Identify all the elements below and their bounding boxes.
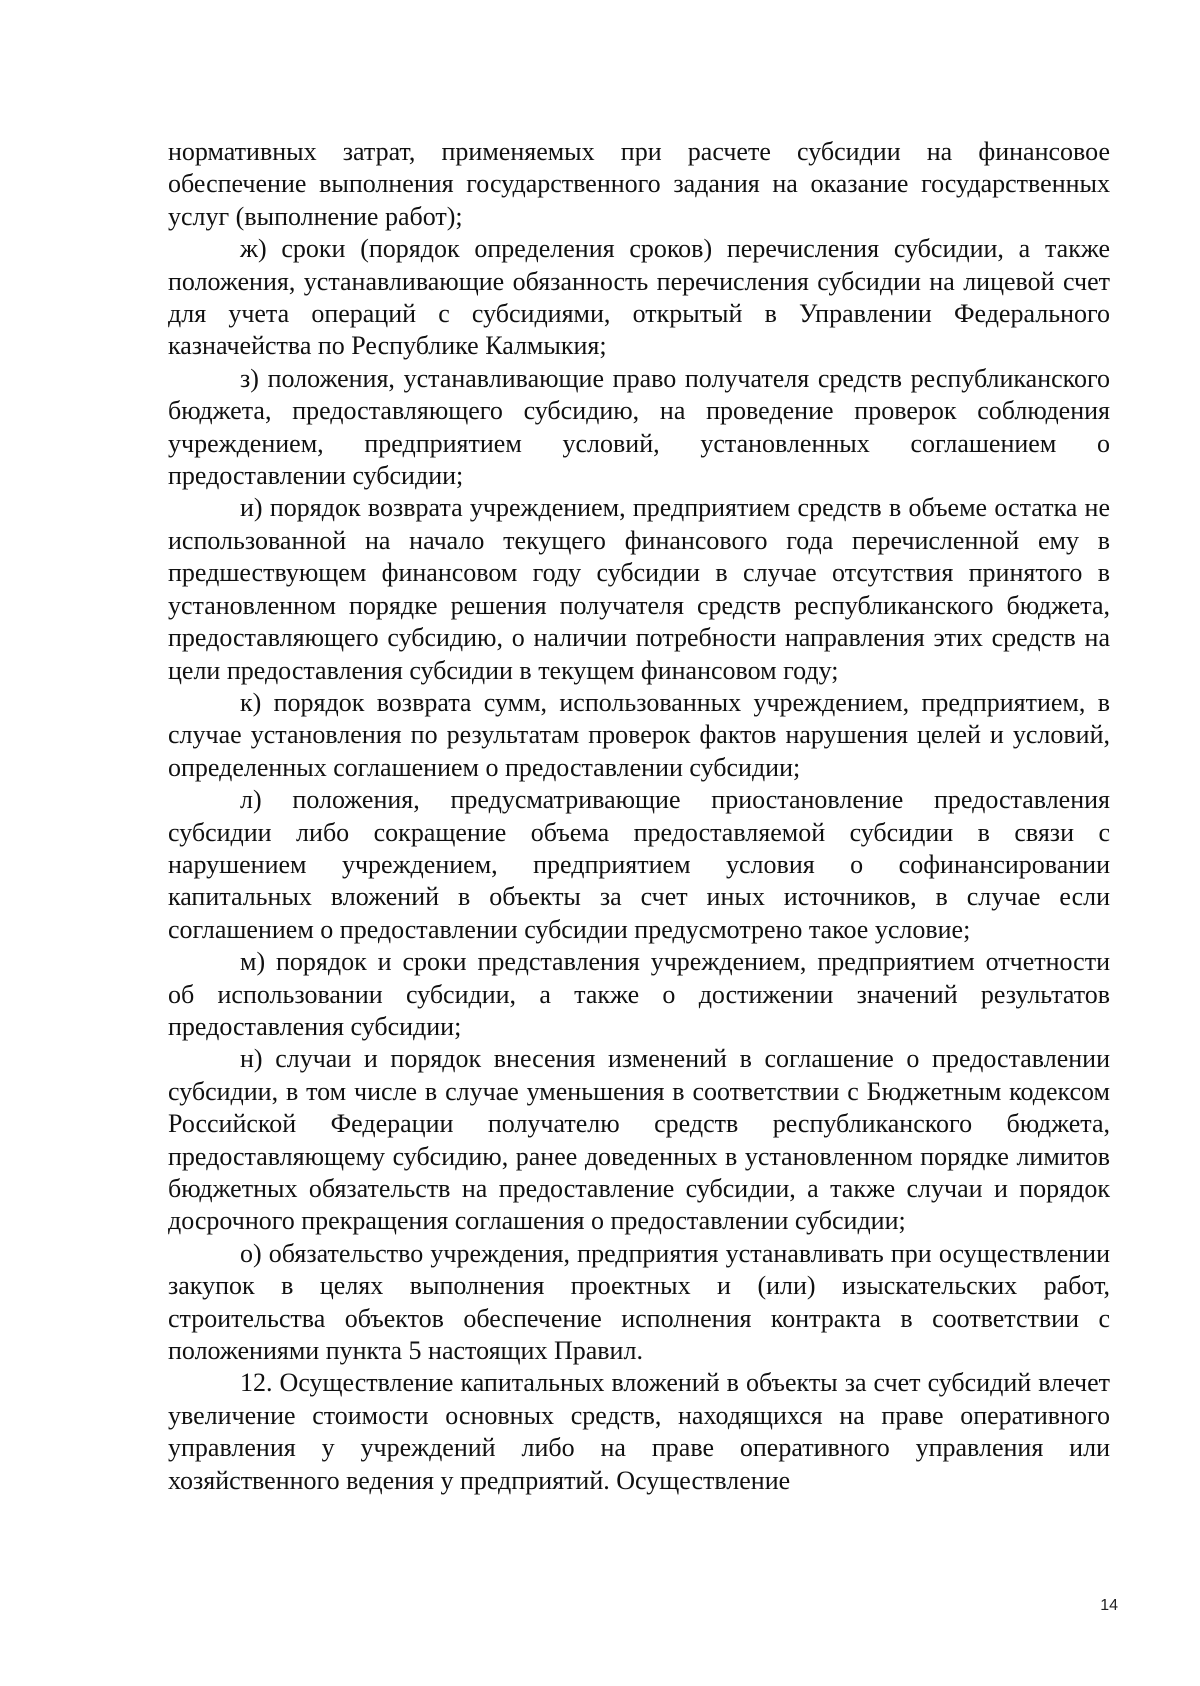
paragraph-item-z: з) положения, устанавливающие право получателя средств республиканского бюджета, предоставляющего субсидию, на проведение проверок соблюдения учреждением, предприятием условий, установленных соглашением о предоставлении субсидии; bbox=[168, 363, 1110, 491]
paragraph-section-12: 12. Осуществление капитальных вложений в объекты за счет субсидий влечет увеличение стоимости основных средств, находящихся на праве оперативного управления у учреждений либо на праве оперативного управления или хозяйственного ведения у предприятий. Осуществление bbox=[168, 1368, 1110, 1495]
paragraph-item-l: л) положения, предусматривающие приостановление предоставления субсидии либо сокращение объема предоставляемой субсидии в связи с нарушением учреждением, предприятием условия о софинансировании капитальных вложений в объекты за счет иных источников, в случае если соглашением о предоставлении субсидии предусмотрено такое условие; bbox=[168, 785, 1110, 944]
paragraph-item-zh: ж) сроки (порядок определения сроков) перечисления субсидии, а также положения, устанавливающие обязанность перечисления субсидии на лицевой счет для учета операций с субсидиями, открытый в Управлении Федерального казначейства по Республике Калмыкия; bbox=[168, 234, 1110, 361]
paragraph-item-o: о) обязательство учреждения, предприятия устанавливать при осуществлении закупок в целях выполнения проектных и (или) изыскательских работ, строительства объектов обеспечение исполнения контракта в соответствии с положениями пункта 5 настоящих Правил. bbox=[168, 1238, 1110, 1366]
paragraph-item-n: н) случаи и порядок внесения изменений в соглашение о предоставлении субсидии, в том числе в случае уменьшения в соответствии с Бюджетным кодексом Российской Федерации получателю средств республиканского бюджета, предоставляющему субсидию, ранее доведенных в установленном порядке лимитов бюджетных обязательств на предоставление субсидии, а также случаи и порядок досрочного прекращения соглашения о предоставлении субсидии; bbox=[168, 1044, 1110, 1236]
paragraph-continuation: нормативных затрат, применяемых при расчете субсидии на финансовое обеспечение выполнения государственного задания на оказание государственных услуг (выполнение работ); bbox=[168, 137, 1110, 231]
document-body bbox=[168, 136, 1110, 1497]
paragraph-item-m: м) порядок и сроки представления учреждением, предприятием отчетности об использовании субсидии, а также о достижении значений результатов предоставления субсидии; bbox=[168, 947, 1110, 1041]
page-number: 14 bbox=[1100, 1597, 1118, 1614]
paragraph-item-k: к) порядок возврата сумм, использованных учреждением, предприятием, в случае установления по результатам проверок фактов нарушения целей и условий, определенных соглашением о предоставлении субсидии; bbox=[168, 687, 1110, 782]
paragraph-item-i: и) порядок возврата учреждением, предприятием средств в объеме остатка не использованной на начало текущего финансового года перечисленной ему в предшествующем финансовом году субсидии в случае отсутствия принятого в установленном порядке решения получателя средств республиканского бюджета, предоставляющего субсидию, о наличии потребности направления этих средств на цели предоставления субсидии в текущем финансовом году; bbox=[168, 493, 1110, 685]
